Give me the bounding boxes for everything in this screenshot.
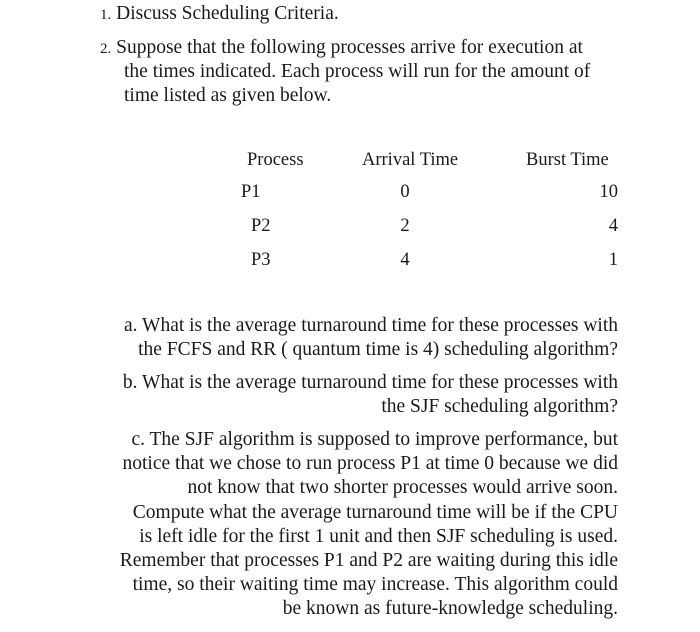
row-3-process: P3 [251, 250, 271, 270]
part-c-line-6: Remember that processes P1 and P2 are waiting during this idle [119, 550, 618, 572]
header-arrival-time: Arrival Time [362, 150, 459, 170]
part-c-line-2: notice that we chose to run process P1 at time 0 because we did [122, 453, 618, 475]
row-3-burst: 1 [608, 250, 618, 270]
question-2-number: 2. [100, 41, 112, 57]
row-2-arrival: 2 [400, 216, 410, 236]
row-3-arrival: 4 [400, 250, 410, 270]
part-b [58, 371, 618, 419]
row-2-burst: 4 [608, 216, 618, 236]
question-1 [100, 2, 339, 27]
row-2-process: P2 [251, 216, 271, 236]
part-c-line-5: is left idle for the first 1 unit and then SJF scheduling is used. [139, 525, 618, 547]
part-a-line-2: the FCFS and RR ( quantum time is 4) scheduling algorithm? [138, 339, 618, 361]
question-2-line-1 [100, 36, 583, 61]
part-c-line-4: Compute what the average turnaround time will be if the CPU [132, 501, 618, 523]
part-a-line-1: a. What is the average turnaround time for these processes with [123, 315, 618, 336]
header-burst-time: Burst Time [526, 150, 609, 170]
part-b-line-1: b. What is the average turnaround time for these processes with [122, 372, 618, 393]
part-c-line-1: c. The SJF algorithm is supposed to improve performance, but [131, 429, 618, 450]
question-2-line-3: time listed as given below. [124, 85, 332, 106]
part-c-line-3: not know that two shorter processes would arrive soon. [187, 477, 618, 499]
part-c-line-8: be known as future-knowledge scheduling. [282, 598, 618, 620]
row-1-arrival: 0 [400, 182, 410, 202]
part-c [58, 428, 618, 622]
question-2-text-1: Suppose that the following processes arrive for execution at [116, 37, 583, 58]
row-1-burst: 10 [599, 182, 618, 202]
row-1-process: P1 [241, 182, 261, 202]
header-process: Process [247, 150, 304, 170]
part-b-line-2: the SJF scheduling algorithm? [381, 396, 618, 418]
part-a [58, 314, 618, 362]
question-1-text: Discuss Scheduling Criteria. [116, 3, 339, 24]
question-2-line-2: the times indicated. Each process will run for the amount of [124, 61, 591, 82]
part-c-line-7: time, so their waiting time may increase. This algorithm could [132, 574, 618, 596]
question-1-number: 1. [100, 7, 112, 23]
